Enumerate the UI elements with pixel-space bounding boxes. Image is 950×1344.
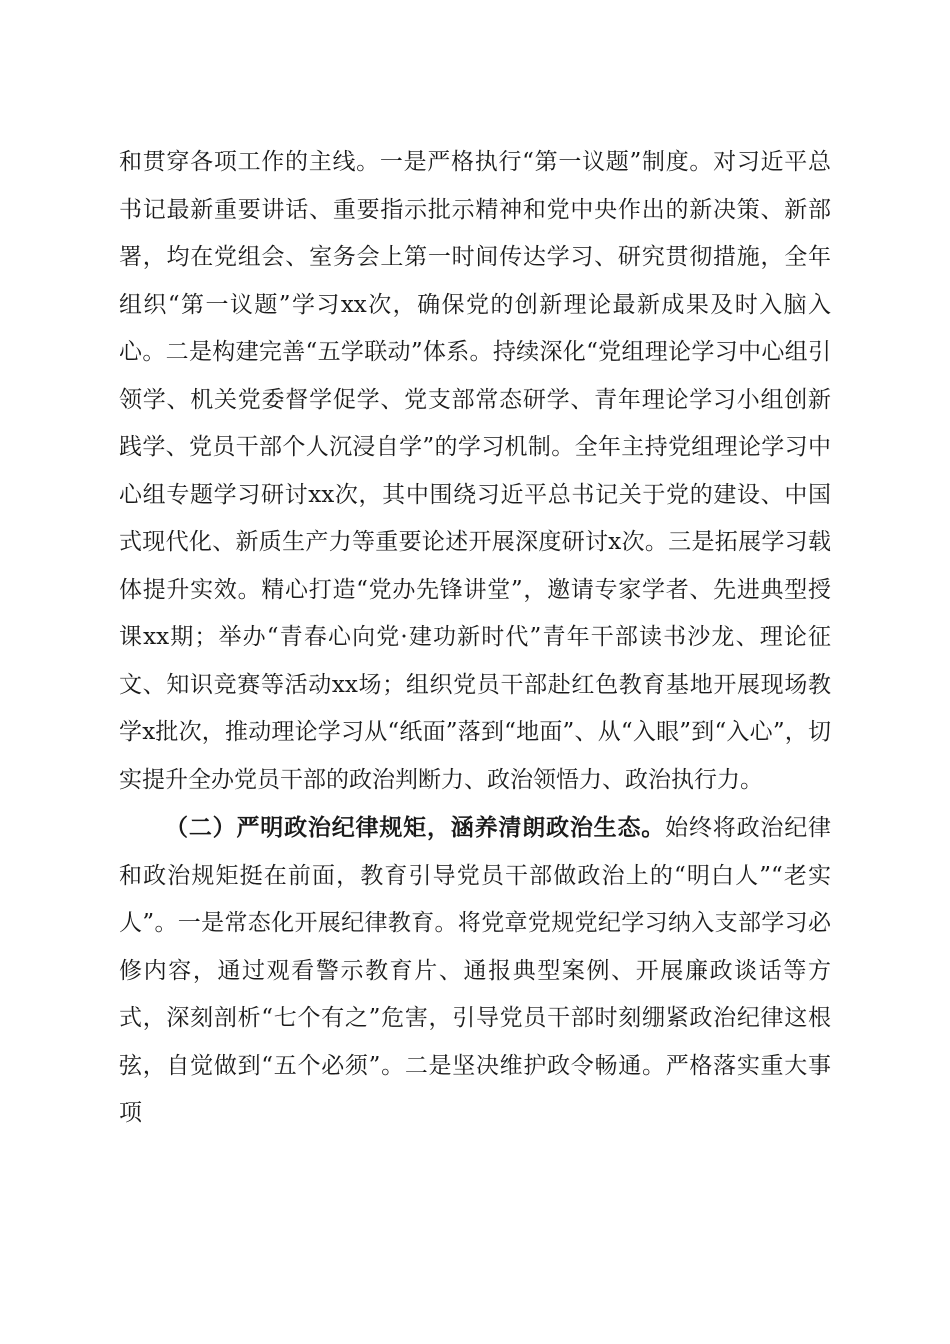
document-body [119,139,831,1138]
paragraph-continued [119,139,831,804]
paragraph-section-2 [119,804,831,1138]
section-heading: （二）严明政治纪律规矩，涵养清朗政治生态。 [165,814,666,841]
paragraph-1-text: 和贯穿各项工作的主线。一是严格执行“第一议题”制度。对习近平总书记最新重要讲话、重要指示批示精神和党中央作出的新决策、新部署，均在党组会、室务会上第一时间传达学习、研究贯彻措施，全年组织“第一议题”学习xx次，确保党的创新理论最新成果及时入脑入心。二是构建完善“五学联动”体系。持续深化“党组理论学习中心组引领学、机关党委督学促学、党支部常态研学、青年理论学习小组创新践学、党员干部个人沉浸自学”的学习机制。全年主持党组理论学习中心组专题学习研讨xx次，其中围绕习近平总书记关于党的建设、中国式现代化、新质生产力等重要论述开展深度研讨x次。三是拓展学习载体提升实效。精心打造“党办先锋讲堂”，邀请专家学者、先进典型授课xx期；举办“青春心向党·建功新时代”青年干部读书沙龙、理论征文、知识竞赛等活动xx场；组织党员干部赴红色教育基地开展现场教学x批次，推动理论学习从“纸面”落到“地面”、从“入眼”到“入心”，切实提升全办党员干部的政治判断力、政治领悟力、政治执行力。 [119,149,831,793]
paragraph-2-text: 始终将政治纪律和政治规矩挺在前面，教育引导党员干部做政治上的“明白人”“老实人”。一是常态化开展纪律教育。将党章党规党纪学习纳入支部学习必修内容，通过观看警示教育片、通报典型案例、开展廉政谈话等方式，深刻剖析“七个有之”危害，引导党员干部时刻绷紧政治纪律这根弦，自觉做到“五个必须”。二是坚决维护政令畅通。严格落实重大事项 [119,815,832,1126]
